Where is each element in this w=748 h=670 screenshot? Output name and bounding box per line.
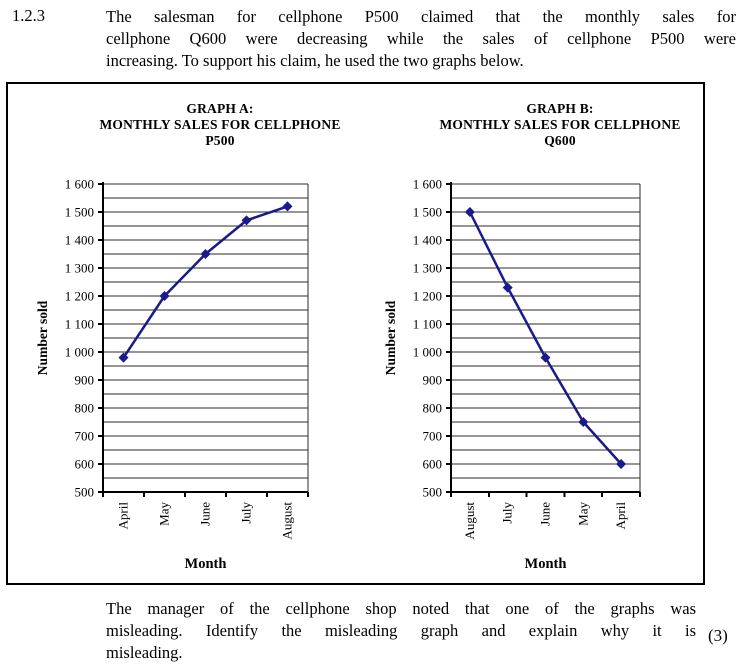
graph-a-title-line: GRAPH A: xyxy=(186,101,254,116)
svg-text:1 600: 1 600 xyxy=(412,176,442,192)
question-number: 1.2.3 xyxy=(12,6,45,25)
svg-text:900: 900 xyxy=(422,372,442,388)
graph-a-title xyxy=(45,101,395,149)
svg-text:August: August xyxy=(461,502,477,540)
svg-text:500: 500 xyxy=(74,484,94,500)
svg-text:May: May xyxy=(156,502,172,526)
svg-text:1 000: 1 000 xyxy=(64,344,94,360)
svg-text:1 500: 1 500 xyxy=(412,204,442,220)
svg-text:1 600: 1 600 xyxy=(64,176,94,192)
svg-text:1 100: 1 100 xyxy=(64,316,94,332)
graph-b-title-line: Q600 xyxy=(544,133,576,148)
svg-text:1 100: 1 100 xyxy=(412,316,442,332)
svg-text:August: August xyxy=(279,502,295,540)
closing-text xyxy=(106,598,696,664)
closing-text-line: The manager of the cellphone shop noted that one of the graphs was xyxy=(106,599,696,618)
question-text-line: The salesman for cellphone P500 claimed that the monthly sales for xyxy=(106,7,736,26)
question-text-line: cellphone Q600 were decreasing while the sales of cellphone P500 were xyxy=(106,29,736,48)
graph-b-chart xyxy=(381,170,681,583)
svg-text:900: 900 xyxy=(74,372,94,388)
question-text-line: increasing. To support his claim, he used the two graphs below. xyxy=(106,51,524,70)
svg-text:500: 500 xyxy=(422,484,442,500)
svg-text:April: April xyxy=(613,502,629,530)
question-text xyxy=(106,6,736,72)
svg-text:July: July xyxy=(238,502,254,524)
svg-text:April: April xyxy=(115,502,131,530)
svg-text:1 300: 1 300 xyxy=(64,260,94,276)
svg-text:600: 600 xyxy=(74,456,94,472)
svg-text:800: 800 xyxy=(422,400,442,416)
svg-text:Month: Month xyxy=(184,556,227,572)
svg-text:Month: Month xyxy=(524,556,567,572)
graph-b-title xyxy=(380,101,740,149)
svg-text:1 400: 1 400 xyxy=(64,232,94,248)
svg-text:1 400: 1 400 xyxy=(412,232,442,248)
svg-text:1 200: 1 200 xyxy=(412,288,442,304)
svg-text:June: June xyxy=(537,502,553,526)
svg-text:1 300: 1 300 xyxy=(412,260,442,276)
graph-a-chart xyxy=(33,170,333,583)
svg-text:July: July xyxy=(499,502,515,524)
graph-b-title-line: MONTHLY SALES FOR CELLPHONE xyxy=(439,117,681,132)
closing-text-line: misleading. Identify the misleading graph and explain why it is xyxy=(106,621,696,640)
closing-text-line: misleading. xyxy=(106,643,183,662)
graph-a-title-line: MONTHLY SALES FOR CELLPHONE xyxy=(99,117,341,132)
svg-text:700: 700 xyxy=(74,428,94,444)
graph-b-title-line: GRAPH B: xyxy=(526,101,594,116)
marks-badge: (3) xyxy=(708,626,728,645)
svg-text:1 000: 1 000 xyxy=(412,344,442,360)
svg-text:1 500: 1 500 xyxy=(64,204,94,220)
graph-a-title-line: P500 xyxy=(205,133,235,148)
svg-text:600: 600 xyxy=(422,456,442,472)
svg-text:800: 800 xyxy=(74,400,94,416)
svg-text:Number sold: Number sold xyxy=(383,300,398,376)
svg-text:June: June xyxy=(197,502,213,526)
svg-text:700: 700 xyxy=(422,428,442,444)
svg-text:Number sold: Number sold xyxy=(35,300,50,376)
svg-text:1 200: 1 200 xyxy=(64,288,94,304)
svg-text:May: May xyxy=(575,502,591,526)
